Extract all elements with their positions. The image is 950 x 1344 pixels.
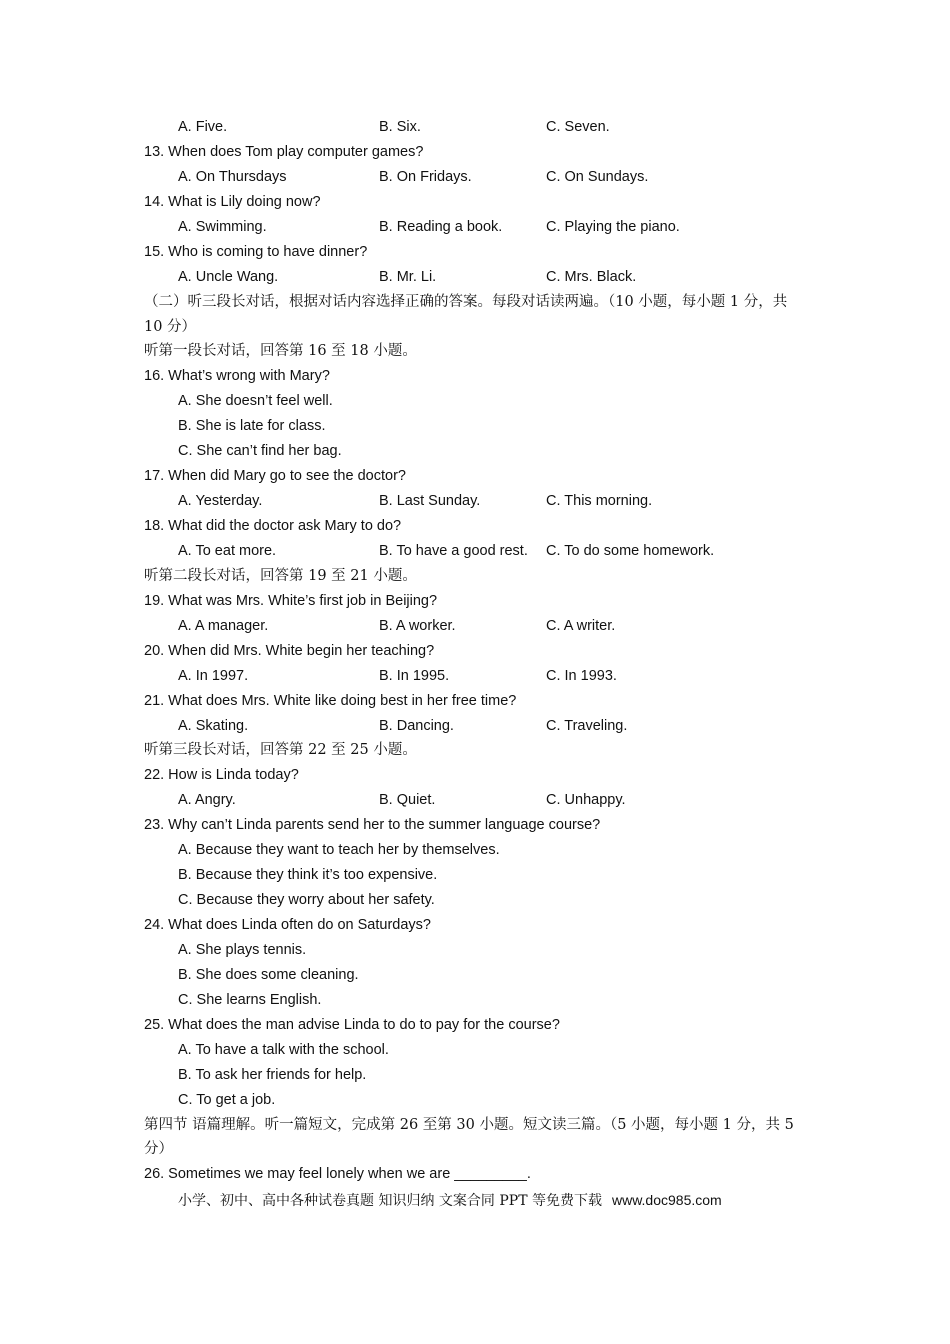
option-b: B. On Fridays. xyxy=(379,168,472,185)
option-c: C. Traveling. xyxy=(546,717,628,734)
options-row-21 xyxy=(0,714,950,739)
question-26: 26. Sometimes we may feel lonely when we are _________. xyxy=(144,1166,531,1183)
dialog-2-heading: 听第二段长对话，回答第 19 至 21 小题。 xyxy=(144,567,417,584)
options-row-12 xyxy=(0,115,950,140)
option-a: A. Angry. xyxy=(178,792,236,809)
option-c: C. Mrs. Black. xyxy=(546,268,637,285)
option-a: A. A manager. xyxy=(178,617,269,634)
option-c: C. To do some homework. xyxy=(546,542,715,559)
question-17: 17. When did Mary go to see the doctor? xyxy=(144,468,406,485)
footer-text: 小学、初中、高中各种试卷真题 知识归纳 文案合同 PPT 等免费下载 xyxy=(178,1193,602,1209)
footer-url[interactable]: www.doc985.com xyxy=(611,1192,722,1208)
options-row-13 xyxy=(0,165,950,190)
question-13: 13. When does Tom play computer games? xyxy=(144,143,424,160)
option-c: C. Playing the piano. xyxy=(546,218,680,235)
option-c: C. She can’t find her bag. xyxy=(178,443,342,460)
question-16: 16. What’s wrong with Mary? xyxy=(144,368,330,385)
option-b: B. Quiet. xyxy=(379,792,436,809)
option-b: B. In 1995. xyxy=(379,667,450,684)
question-21: 21. What does Mrs. White like doing best in her free time? xyxy=(144,692,517,709)
option-b: B. A worker. xyxy=(379,617,456,634)
section-2-instructions: （二）听三段长对话，根据对话内容选择正确的答案。每段对话读两遍。（10 小题，每小题 1 分，共 10 分） xyxy=(144,293,788,335)
option-a: A. To eat more. xyxy=(178,542,277,559)
option-c: C. To get a job. xyxy=(178,1091,276,1108)
option-c: C. Seven. xyxy=(546,119,610,135)
option-a: A. On Thursdays xyxy=(178,168,287,185)
option-a: A. Skating. xyxy=(178,717,249,734)
option-c: C. Because they worry about her safety. xyxy=(178,892,435,909)
options-row-15 xyxy=(0,265,950,290)
option-a: A. Five. xyxy=(178,119,228,135)
question-22: 22. How is Linda today? xyxy=(144,767,299,784)
option-c: C. She learns English. xyxy=(178,991,322,1008)
option-c: C. In 1993. xyxy=(546,667,617,684)
options-row-17 xyxy=(0,489,950,514)
section-4-instructions: 第四节 语篇理解。听一篇短文，完成第 26 至第 30 小题。短文读三篇。（5 小题，每小题 1 分，共 5 分） xyxy=(144,1116,794,1158)
question-24: 24. What does Linda often do on Saturdays? xyxy=(144,917,431,934)
option-b: B. Dancing. xyxy=(379,717,454,734)
question-19: 19. What was Mrs. White’s first job in Beijing? xyxy=(144,592,438,609)
option-c: C. A writer. xyxy=(546,617,616,634)
exam-page xyxy=(0,115,950,1187)
option-c: C. On Sundays. xyxy=(546,168,649,185)
option-b: B. Mr. Li. xyxy=(379,268,437,285)
option-b: B. She is late for class. xyxy=(178,418,326,435)
option-b: B. To ask her friends for help. xyxy=(178,1066,367,1083)
option-c: C. This morning. xyxy=(546,493,653,510)
option-a: A. She plays tennis. xyxy=(178,941,307,958)
option-a: A. To have a talk with the school. xyxy=(178,1041,389,1058)
option-a: A. In 1997. xyxy=(178,667,249,684)
option-a: A. Yesterday. xyxy=(178,493,263,510)
option-a: A. Swimming. xyxy=(178,218,267,235)
option-c: C. Unhappy. xyxy=(546,792,626,809)
page-footer xyxy=(178,1188,722,1212)
options-row-14 xyxy=(0,215,950,240)
options-row-19 xyxy=(0,614,950,639)
option-b: B. Because they think it’s too expensive. xyxy=(178,867,438,884)
option-a: A. She doesn’t feel well. xyxy=(178,393,333,410)
question-18: 18. What did the doctor ask Mary to do? xyxy=(144,518,402,535)
options-row-22 xyxy=(0,788,950,813)
options-row-18 xyxy=(0,539,950,564)
option-b: B. Six. xyxy=(379,119,421,135)
option-b: B. Last Sunday. xyxy=(379,493,481,510)
dialog-1-heading: 听第一段长对话，回答第 16 至 18 小题。 xyxy=(144,343,417,360)
question-14: 14. What is Lily doing now? xyxy=(144,193,321,210)
question-23: 23. Why can’t Linda parents send her to the summer language course? xyxy=(144,817,601,834)
option-b: B. Reading a book. xyxy=(379,218,503,235)
question-15: 15. Who is coming to have dinner? xyxy=(144,243,368,260)
question-25: 25. What does the man advise Linda to do to pay for the course? xyxy=(144,1016,560,1033)
option-b: B. To have a good rest. xyxy=(379,542,528,559)
option-b: B. She does some cleaning. xyxy=(178,966,359,983)
question-20: 20. When did Mrs. White begin her teaching? xyxy=(144,642,435,659)
option-a: A. Because they want to teach her by themselves. xyxy=(178,842,500,859)
dialog-3-heading: 听第三段长对话，回答第 22 至 25 小题。 xyxy=(144,742,417,759)
option-a: A. Uncle Wang. xyxy=(178,268,279,285)
options-row-20 xyxy=(0,664,950,689)
